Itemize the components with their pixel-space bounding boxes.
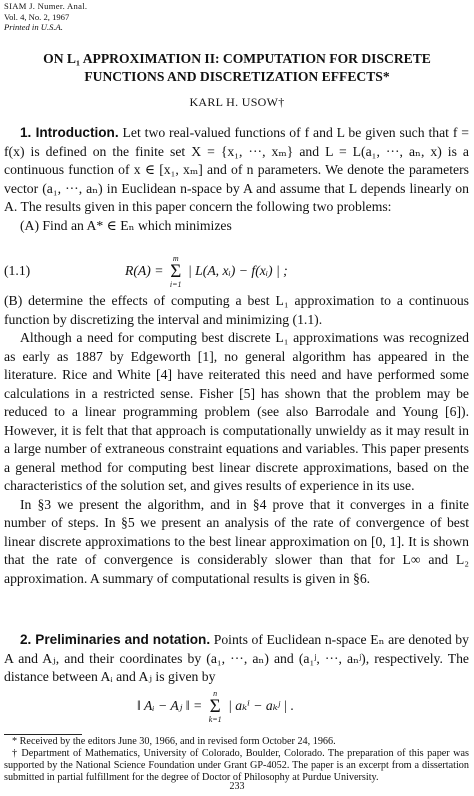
sum-upper-limit: n (213, 689, 218, 698)
section-heading-introduction: 1. Introduction. (20, 125, 119, 140)
footnote-rule (4, 734, 82, 735)
journal-volume: Vol. 4, No. 2, 1967 (4, 11, 70, 22)
equation-number: (1.1) (4, 263, 31, 278)
introduction-text: Let two real-valued functions of f and L be given such that f = f(x) is defined on the finite set X = {x₁, ···, xₘ} and L = L(a₁, ···, aₙ, x) is a continuous function of x ∈ [x₁, xₘ] and of n parameters. We denote the parameters vector (a₁, ···, aₙ) in Euclidean n-space by A and assume that L depends linearly on A. The results given in this paper concern the following two problems: (4, 125, 470, 214)
journal-name: SIAM J. Numer. Anal. (4, 1, 88, 11)
equation-distance (4, 690, 469, 724)
journal-printed: Printed in U.S.A. (4, 22, 63, 33)
introduction-paragraph-1 (4, 124, 469, 217)
footnotes (4, 736, 469, 784)
preliminaries-block (4, 631, 469, 687)
journal-header (4, 1, 87, 33)
preliminaries-paragraph (4, 631, 469, 687)
preliminaries-text: Points of Euclidean n-space Eₙ are denoted by A and Aⱼ, and their coordinates by (a₁, ···, aₙ) and (a₁ʲ, ···, aₙʲ), respectively. The distance between Aᵢ and Aⱼ is given by (4, 632, 469, 684)
summation-symbol (170, 255, 182, 289)
paper-title-line-2: FUNCTIONS AND DISCRETIZATION EFFECTS* (84, 69, 390, 84)
footnote-affiliation: † Department of Mathematics, University of Colorado, Boulder, Colorado. The preparation of this paper was supported by the National Science Foundation under Grant GP-4052. The paper is an excerpt from a dissertation submitted in partial fulfillment for the degree of Doctor of Philosophy at Purdue University. (4, 747, 469, 783)
summation-symbol (209, 690, 222, 724)
equation-1-1-body (125, 255, 288, 289)
equation-distance-rhs: | aₖⁱ − aₖʲ | . (228, 698, 295, 714)
section-heading-preliminaries: 2. Preliminaries and notation. (20, 632, 211, 647)
sigma-glyph: Σ (209, 696, 221, 717)
equation-distance-body (137, 690, 294, 724)
paper-title (0, 50, 474, 86)
paper-author: KARL H. USOW† (189, 95, 285, 109)
footnote-received: * Received by the editors June 30, 1966, and in revised form October 24, 1966. (12, 736, 336, 747)
sum-upper-limit: m (172, 254, 179, 263)
paper-title-line-1: ON L₁ APPROXIMATION II: COMPUTATION FOR DISCRETE (43, 51, 431, 66)
equation-distance-lhs: ‖ Aᵢ − Aⱼ ‖ = (137, 698, 203, 714)
sum-lower-limit: i=1 (169, 280, 182, 289)
page-number: 233 (229, 781, 245, 792)
introduction-paragraph-3: In §3 we present the algorithm, and in §4 prove that it converges in a finite number of steps. In §5 we present an analysis of the rate of convergence of best linear discrete approximations to the best linear approximation on [0, 1]. It is shown that the rate of convergence is considerably slower than that for L∞ and L₂ approximation. A summary of computational results is given in §6. (4, 496, 469, 586)
introduction-block-2 (4, 292, 469, 588)
equation-1-1-lhs: R(A) = (125, 263, 164, 279)
problem-b: (B) determine the effects of computing a best L₁ approximation to a continuous function by discretizing the interval and minimizing (1.1). (4, 293, 469, 327)
sigma-glyph: Σ (170, 261, 182, 282)
introduction-paragraph-2: Although a need for computing best discrete L₁ approximations was recognized as early as 1887 by Edgeworth [1], no general algorithm has appeared in the literature. Rice and White [4] have reiterated this need and have performed some calculations in a restricted sense. Fisher [5] has shown that the problem may be reduced to a linear programming problem (see also Barrodale and Young [6]). However, it is felt that that approach is computationally unwieldy as it may result in a large number of extraneous constraint equations and variables. This paper presents a general method for computing best linear discrete approximations, based on the characteristics of the solution set, and gives results of experience in its use. (4, 330, 469, 493)
introduction-block (4, 124, 469, 235)
equation-1-1-rhs: | L(A, xᵢ) − f(xᵢ) | ; (187, 263, 288, 279)
sum-lower-limit: k=1 (208, 715, 222, 724)
equation-1-1 (4, 255, 469, 289)
problem-a: (A) Find an A* ∈ Eₙ which minimizes (20, 217, 232, 233)
